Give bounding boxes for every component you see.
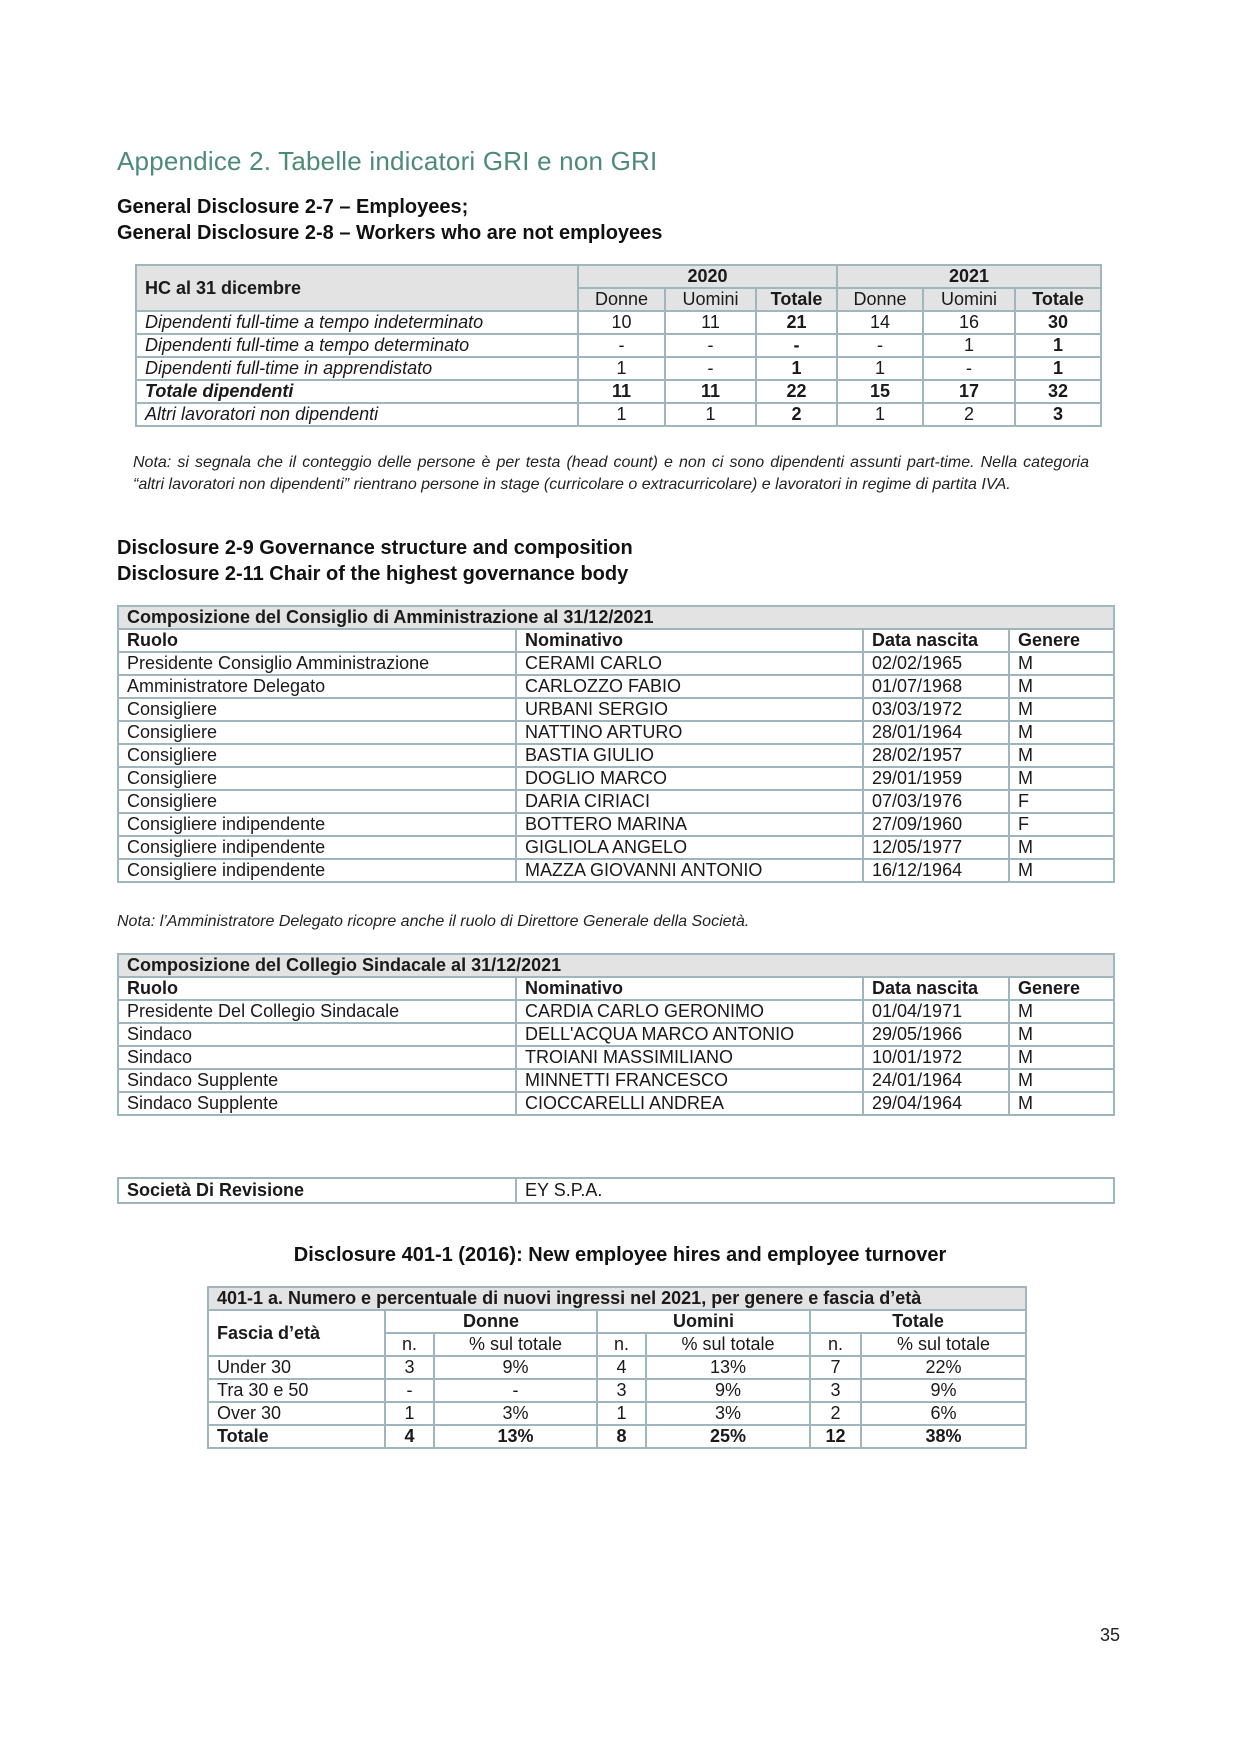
gender-cell: M bbox=[1009, 1046, 1114, 1069]
table-row bbox=[136, 311, 1101, 334]
hc-cell: 1 bbox=[578, 403, 665, 426]
hires-cell: - bbox=[434, 1379, 597, 1402]
hires-subheader: % sul totale bbox=[646, 1333, 810, 1356]
hc-cell: 11 bbox=[665, 311, 756, 334]
birthdate-cell: 01/04/1971 bbox=[863, 1000, 1009, 1023]
table-row bbox=[118, 1000, 1114, 1023]
gender-cell: M bbox=[1009, 675, 1114, 698]
hc-cell: 1 bbox=[923, 334, 1015, 357]
table-row bbox=[118, 1023, 1114, 1046]
hc-subheader: Totale bbox=[1015, 288, 1101, 311]
hires-cell: 1 bbox=[597, 1402, 646, 1425]
collegio-column-header: Nominativo bbox=[516, 977, 863, 1000]
hires-cell: 9% bbox=[861, 1379, 1026, 1402]
hires-cell: 9% bbox=[434, 1356, 597, 1379]
birthdate-cell: 29/01/1959 bbox=[863, 767, 1009, 790]
hc-cell: 2 bbox=[756, 403, 837, 426]
hc-cell: 1 bbox=[665, 403, 756, 426]
gender-cell: F bbox=[1009, 790, 1114, 813]
role-cell: Presidente Del Collegio Sindacale bbox=[118, 1000, 516, 1023]
hc-cell: - bbox=[837, 334, 923, 357]
page-number: 35 bbox=[1100, 1625, 1121, 1645]
hc-cell: 30 bbox=[1015, 311, 1101, 334]
hires-cell: 13% bbox=[646, 1356, 810, 1379]
hc-subheader: Uomini bbox=[665, 288, 756, 311]
hc-cell: 22 bbox=[756, 380, 837, 403]
role-cell: Consigliere indipendente bbox=[118, 859, 516, 882]
role-cell: Consigliere bbox=[118, 790, 516, 813]
section-heading-hires: Disclosure 401-1 (2016): New employee hires and employee turnover bbox=[293, 1244, 947, 1266]
table-row bbox=[118, 1046, 1114, 1069]
revisione-label: Società Di Revisione bbox=[118, 1178, 516, 1203]
name-cell: BOTTERO MARINA bbox=[516, 813, 863, 836]
cda-table-title: Composizione del Consiglio di Amministrazione al 31/12/2021 bbox=[118, 606, 1114, 629]
hires-subheader: n. bbox=[385, 1333, 434, 1356]
role-cell: Amministratore Delegato bbox=[118, 675, 516, 698]
name-cell: CERAMI CARLO bbox=[516, 652, 863, 675]
table-row bbox=[118, 813, 1114, 836]
hc-cell: - bbox=[578, 334, 665, 357]
collegio-table-title: Composizione del Collegio Sindacale al 31/12/2021 bbox=[118, 954, 1114, 977]
revisione-table bbox=[117, 1177, 1115, 1204]
cda-column-header: Data nascita bbox=[863, 629, 1009, 652]
hires-cell: 12 bbox=[810, 1425, 861, 1448]
hires-subheader: n. bbox=[810, 1333, 861, 1356]
role-cell: Presidente Consiglio Amministrazione bbox=[118, 652, 516, 675]
table-row bbox=[118, 790, 1114, 813]
table-row bbox=[118, 675, 1114, 698]
cda-column-header: Nominativo bbox=[516, 629, 863, 652]
hc-cell: 1 bbox=[578, 357, 665, 380]
collegio-column-header: Data nascita bbox=[863, 977, 1009, 1000]
birthdate-cell: 07/03/1976 bbox=[863, 790, 1009, 813]
section-heading-governance: Disclosure 2-9 Governance structure and composition bbox=[117, 537, 633, 559]
hc-cell: 11 bbox=[578, 380, 665, 403]
hc-subheader: Donne bbox=[837, 288, 923, 311]
birthdate-cell: 28/01/1964 bbox=[863, 721, 1009, 744]
cda-column-header: Genere bbox=[1009, 629, 1114, 652]
hires-subheader: % sul totale bbox=[434, 1333, 597, 1356]
gender-cell: M bbox=[1009, 1092, 1114, 1115]
table-row bbox=[118, 1092, 1114, 1115]
hc-cell: - bbox=[756, 334, 837, 357]
hires-corner-header: Fascia d’età bbox=[208, 1310, 385, 1356]
hc-cell: - bbox=[665, 334, 756, 357]
hc-subheader: Uomini bbox=[923, 288, 1015, 311]
hc-cell: 10 bbox=[578, 311, 665, 334]
hires-cell: 3 bbox=[810, 1379, 861, 1402]
hires-group-header: Donne bbox=[385, 1310, 597, 1333]
hires-table-title: 401-1 a. Numero e percentuale di nuovi ingressi nel 2021, per genere e fascia d’età bbox=[208, 1287, 1026, 1310]
hires-cell: 3% bbox=[646, 1402, 810, 1425]
hc-cell: - bbox=[665, 357, 756, 380]
hires-cell: 9% bbox=[646, 1379, 810, 1402]
table-row bbox=[118, 859, 1114, 882]
birthdate-cell: 24/01/1964 bbox=[863, 1069, 1009, 1092]
hires-cell: 25% bbox=[646, 1425, 810, 1448]
hires-row-label: Over 30 bbox=[208, 1402, 385, 1425]
name-cell: MAZZA GIOVANNI ANTONIO bbox=[516, 859, 863, 882]
birthdate-cell: 12/05/1977 bbox=[863, 836, 1009, 859]
hires-group-header: Uomini bbox=[597, 1310, 810, 1333]
hires-cell: 8 bbox=[597, 1425, 646, 1448]
section-heading-employees: General Disclosure 2-7 – Employees; bbox=[117, 196, 469, 218]
hc-cell: 16 bbox=[923, 311, 1015, 334]
gender-cell: M bbox=[1009, 652, 1114, 675]
hires-cell: 4 bbox=[597, 1356, 646, 1379]
name-cell: DELL'ACQUA MARCO ANTONIO bbox=[516, 1023, 863, 1046]
page-title: Appendice 2. Tabelle indicatori GRI e non GRI bbox=[117, 146, 658, 176]
hc-cell: - bbox=[923, 357, 1015, 380]
hc-cell: 17 bbox=[923, 380, 1015, 403]
gender-cell: M bbox=[1009, 1069, 1114, 1092]
hires-cell: 38% bbox=[861, 1425, 1026, 1448]
table-row bbox=[118, 836, 1114, 859]
cda-table bbox=[117, 605, 1115, 883]
hc-cell: 1 bbox=[837, 403, 923, 426]
hc-cell: 2 bbox=[923, 403, 1015, 426]
gender-cell: M bbox=[1009, 767, 1114, 790]
hc-row-label: Dipendenti full-time in apprendistato bbox=[136, 357, 578, 380]
hires-cell: 2 bbox=[810, 1402, 861, 1425]
hires-subheader: % sul totale bbox=[861, 1333, 1026, 1356]
birthdate-cell: 29/05/1966 bbox=[863, 1023, 1009, 1046]
hc-cell: 15 bbox=[837, 380, 923, 403]
table-row bbox=[118, 744, 1114, 767]
hc-cell: 14 bbox=[837, 311, 923, 334]
name-cell: CIOCCARELLI ANDREA bbox=[516, 1092, 863, 1115]
cda-table-note: Nota: l’Amministratore Delegato ricopre anche il ruolo di Direttore Generale della Società. bbox=[117, 913, 750, 930]
table-row bbox=[136, 334, 1101, 357]
table-row bbox=[118, 767, 1114, 790]
table-row bbox=[208, 1402, 1026, 1425]
name-cell: URBANI SERGIO bbox=[516, 698, 863, 721]
hc-row-label: Altri lavoratori non dipendenti bbox=[136, 403, 578, 426]
collegio-table bbox=[117, 953, 1115, 1116]
hc-table bbox=[135, 264, 1102, 427]
hc-cell: 32 bbox=[1015, 380, 1101, 403]
collegio-column-header: Genere bbox=[1009, 977, 1114, 1000]
name-cell: DOGLIO MARCO bbox=[516, 767, 863, 790]
role-cell: Consigliere bbox=[118, 698, 516, 721]
hires-row-label: Under 30 bbox=[208, 1356, 385, 1379]
table-row bbox=[208, 1425, 1026, 1448]
table-row bbox=[118, 1069, 1114, 1092]
name-cell: CARDIA CARLO GERONIMO bbox=[516, 1000, 863, 1023]
role-cell: Sindaco bbox=[118, 1023, 516, 1046]
hc-corner-header: HC al 31 dicembre bbox=[136, 265, 578, 311]
hc-subheader: Donne bbox=[578, 288, 665, 311]
hc-subheader: Totale bbox=[756, 288, 837, 311]
hc-cell: 3 bbox=[1015, 403, 1101, 426]
hires-cell: 1 bbox=[385, 1402, 434, 1425]
birthdate-cell: 16/12/1964 bbox=[863, 859, 1009, 882]
name-cell: CARLOZZO FABIO bbox=[516, 675, 863, 698]
name-cell: MINNETTI FRANCESCO bbox=[516, 1069, 863, 1092]
name-cell: TROIANI MASSIMILIANO bbox=[516, 1046, 863, 1069]
hires-cell: 4 bbox=[385, 1425, 434, 1448]
role-cell: Sindaco Supplente bbox=[118, 1092, 516, 1115]
hc-cell: 11 bbox=[665, 380, 756, 403]
role-cell: Sindaco bbox=[118, 1046, 516, 1069]
role-cell: Sindaco Supplente bbox=[118, 1069, 516, 1092]
hc-row-label: Dipendenti full-time a tempo indeterminato bbox=[136, 311, 578, 334]
revisione-value: EY S.P.A. bbox=[516, 1178, 1114, 1203]
table-row bbox=[118, 652, 1114, 675]
hc-cell: 1 bbox=[837, 357, 923, 380]
hc-cell: 1 bbox=[1015, 357, 1101, 380]
collegio-column-header: Ruolo bbox=[118, 977, 516, 1000]
gender-cell: M bbox=[1009, 744, 1114, 767]
hc-cell: 1 bbox=[756, 357, 837, 380]
birthdate-cell: 03/03/1972 bbox=[863, 698, 1009, 721]
hc-year-header: 2020 bbox=[578, 265, 837, 288]
hires-row-label: Tra 30 e 50 bbox=[208, 1379, 385, 1402]
gender-cell: M bbox=[1009, 836, 1114, 859]
hires-cell: 13% bbox=[434, 1425, 597, 1448]
hires-cell: 22% bbox=[861, 1356, 1026, 1379]
role-cell: Consigliere indipendente bbox=[118, 836, 516, 859]
birthdate-cell: 27/09/1960 bbox=[863, 813, 1009, 836]
name-cell: NATTINO ARTURO bbox=[516, 721, 863, 744]
role-cell: Consigliere bbox=[118, 767, 516, 790]
name-cell: DARIA CIRIACI bbox=[516, 790, 863, 813]
hires-group-header: Totale bbox=[810, 1310, 1026, 1333]
hires-cell: 7 bbox=[810, 1356, 861, 1379]
gender-cell: M bbox=[1009, 1023, 1114, 1046]
hires-cell: 6% bbox=[861, 1402, 1026, 1425]
name-cell: BASTIA GIULIO bbox=[516, 744, 863, 767]
table-row bbox=[118, 698, 1114, 721]
hc-cell: 1 bbox=[1015, 334, 1101, 357]
gender-cell: M bbox=[1009, 859, 1114, 882]
table-row bbox=[136, 403, 1101, 426]
hires-cell: 3 bbox=[597, 1379, 646, 1402]
gender-cell: F bbox=[1009, 813, 1114, 836]
hc-year-header: 2021 bbox=[837, 265, 1101, 288]
section-heading-workers: General Disclosure 2-8 – Workers who are not employees bbox=[117, 222, 663, 244]
birthdate-cell: 28/02/1957 bbox=[863, 744, 1009, 767]
hires-cell: 3% bbox=[434, 1402, 597, 1425]
birthdate-cell: 01/07/1968 bbox=[863, 675, 1009, 698]
role-cell: Consigliere bbox=[118, 721, 516, 744]
table-row bbox=[208, 1379, 1026, 1402]
hc-table-note: Nota: si segnala che il conteggio delle persone è per testa (head count) e non ci sono dipendenti assunti part-time. Nella categoria “altri lavoratori non dipendenti” rientrano persone in stage (curricolare o extracurricolare) e lavoratori in regime di partita IVA. bbox=[133, 454, 1089, 493]
birthdate-cell: 29/04/1964 bbox=[863, 1092, 1009, 1115]
table-row bbox=[136, 357, 1101, 380]
role-cell: Consigliere bbox=[118, 744, 516, 767]
table-row bbox=[208, 1356, 1026, 1379]
gender-cell: M bbox=[1009, 1000, 1114, 1023]
hc-row-label: Dipendenti full-time a tempo determinato bbox=[136, 334, 578, 357]
gender-cell: M bbox=[1009, 698, 1114, 721]
hires-cell: 3 bbox=[385, 1356, 434, 1379]
cda-column-header: Ruolo bbox=[118, 629, 516, 652]
table-row bbox=[136, 380, 1101, 403]
hires-cell: - bbox=[385, 1379, 434, 1402]
hires-table bbox=[207, 1286, 1027, 1449]
hc-row-label: Totale dipendenti bbox=[136, 380, 578, 403]
birthdate-cell: 02/02/1965 bbox=[863, 652, 1009, 675]
table-row bbox=[118, 721, 1114, 744]
section-heading-chair: Disclosure 2-11 Chair of the highest governance body bbox=[117, 563, 629, 585]
role-cell: Consigliere indipendente bbox=[118, 813, 516, 836]
hc-cell: 21 bbox=[756, 311, 837, 334]
birthdate-cell: 10/01/1972 bbox=[863, 1046, 1009, 1069]
hires-row-label: Totale bbox=[208, 1425, 385, 1448]
gender-cell: M bbox=[1009, 721, 1114, 744]
hires-subheader: n. bbox=[597, 1333, 646, 1356]
name-cell: GIGLIOLA ANGELO bbox=[516, 836, 863, 859]
